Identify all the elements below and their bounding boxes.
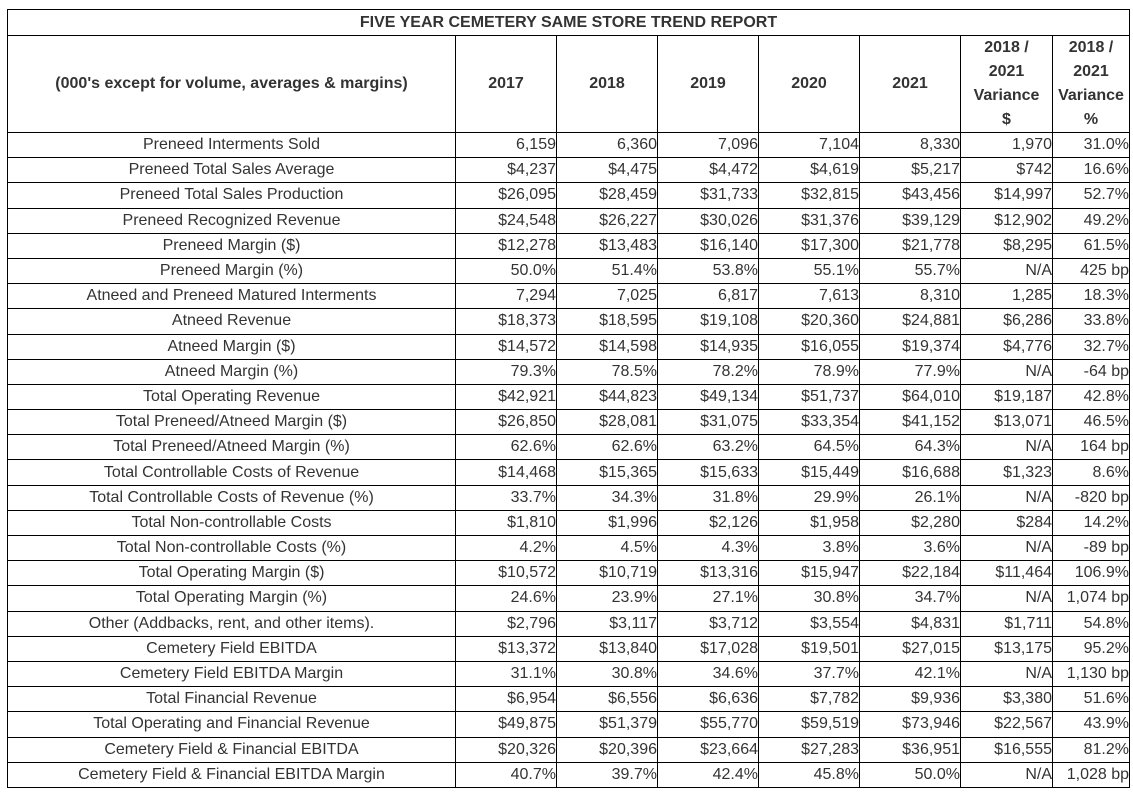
value-2021-cell: 50.0% [860, 762, 961, 787]
value-2020-cell: 30.8% [759, 586, 860, 611]
value-2019-cell: $4,472 [658, 158, 759, 183]
variance-pct-cell: 16.6% [1053, 158, 1130, 183]
value-2020-cell: $33,354 [759, 410, 860, 435]
table-row [8, 435, 1130, 460]
row-label: Other (Addbacks, rent, and other items). [8, 611, 456, 636]
variance-dollar-cell: $12,902 [961, 208, 1053, 233]
value-2017-cell: 40.7% [456, 762, 557, 787]
value-2017-cell: $26,095 [456, 183, 557, 208]
value-2020-cell: $31,376 [759, 208, 860, 233]
table-row [8, 183, 1130, 208]
variance-dollar-cell: N/A [961, 485, 1053, 510]
variance-pct-cell: 46.5% [1053, 410, 1130, 435]
table-row [8, 284, 1130, 309]
value-2020-cell: 45.8% [759, 762, 860, 787]
value-2021-cell: $2,280 [860, 510, 961, 535]
value-2017-cell: 33.7% [456, 485, 557, 510]
value-2018-cell: $51,379 [557, 712, 658, 737]
row-label: Preneed Recognized Revenue [8, 208, 456, 233]
year-header-2018: 2018 [557, 36, 658, 133]
variance-pct-cell: 51.6% [1053, 687, 1130, 712]
variance-dollar-cell: $13,071 [961, 410, 1053, 435]
row-label: Total Preneed/Atneed Margin (%) [8, 435, 456, 460]
table-row [8, 661, 1130, 686]
value-2021-cell: $22,184 [860, 561, 961, 586]
variance-pct-line-2: 2021 [1073, 63, 1109, 80]
variance-pct-cell: 8.6% [1053, 460, 1130, 485]
value-2019-cell: $19,108 [658, 309, 759, 334]
variance-pct-cell: 106.9% [1053, 561, 1130, 586]
variance-dollar-cell: $742 [961, 158, 1053, 183]
value-2019-cell: $2,126 [658, 510, 759, 535]
variance-dollar-cell: $11,464 [961, 561, 1053, 586]
variance-dollar-cell: N/A [961, 359, 1053, 384]
variance-pct-cell: 49.2% [1053, 208, 1130, 233]
report-title: FIVE YEAR CEMETERY SAME STORE TREND REPORT [8, 10, 1130, 36]
value-2018-cell: 6,360 [557, 133, 658, 158]
value-2017-cell: 50.0% [456, 258, 557, 283]
value-2019-cell: $16,140 [658, 233, 759, 258]
value-2018-cell: $13,840 [557, 636, 658, 661]
value-2018-cell: $26,227 [557, 208, 658, 233]
value-2020-cell: $3,554 [759, 611, 860, 636]
row-label: Atneed Margin ($) [8, 334, 456, 359]
variance-pct-cell: 14.2% [1053, 510, 1130, 535]
value-2020-cell: $51,737 [759, 384, 860, 409]
variance-pct-cell: 1,028 bp [1053, 762, 1130, 787]
variance-dollar-cell: $1,711 [961, 611, 1053, 636]
value-2018-cell: $14,598 [557, 334, 658, 359]
value-2018-cell: $4,475 [557, 158, 658, 183]
variance-pct-cell: 164 bp [1053, 435, 1130, 460]
value-2021-cell: $9,936 [860, 687, 961, 712]
row-label: Preneed Margin (%) [8, 258, 456, 283]
value-2018-cell: 4.5% [557, 536, 658, 561]
value-2021-cell: 34.7% [860, 586, 961, 611]
table-row [8, 762, 1130, 787]
value-2018-cell: 78.5% [557, 359, 658, 384]
value-2018-cell: $18,595 [557, 309, 658, 334]
variance-dollar-cell: $22,567 [961, 712, 1053, 737]
value-2019-cell: 63.2% [658, 435, 759, 460]
value-2017-cell: $24,548 [456, 208, 557, 233]
table-row [8, 334, 1130, 359]
value-2019-cell: 78.2% [658, 359, 759, 384]
trend-report-table [7, 9, 1130, 788]
value-2017-cell: $20,326 [456, 737, 557, 762]
variance-pct-cell: 1,130 bp [1053, 661, 1130, 686]
value-2018-cell: $44,823 [557, 384, 658, 409]
value-2019-cell: 7,096 [658, 133, 759, 158]
table-row [8, 687, 1130, 712]
value-2021-cell: 77.9% [860, 359, 961, 384]
value-2017-cell: $1,810 [456, 510, 557, 535]
variance-pct-cell: 52.7% [1053, 183, 1130, 208]
value-2017-cell: 24.6% [456, 586, 557, 611]
value-2020-cell: $4,619 [759, 158, 860, 183]
variance-dollar-cell: $4,776 [961, 334, 1053, 359]
value-2017-cell: 62.6% [456, 435, 557, 460]
table-row [8, 309, 1130, 334]
table-row [8, 133, 1130, 158]
row-label: Total Operating Margin ($) [8, 561, 456, 586]
value-2020-cell: 7,613 [759, 284, 860, 309]
value-2021-cell: 3.6% [860, 536, 961, 561]
value-2018-cell: 62.6% [557, 435, 658, 460]
variance-pct-line-3: Variance [1058, 87, 1124, 104]
value-2020-cell: $32,815 [759, 183, 860, 208]
value-2018-cell: 51.4% [557, 258, 658, 283]
value-2019-cell: 53.8% [658, 258, 759, 283]
value-2017-cell: $18,373 [456, 309, 557, 334]
table-row [8, 485, 1130, 510]
value-2021-cell: $73,946 [860, 712, 961, 737]
variance-pct-cell: 18.3% [1053, 284, 1130, 309]
row-label: Total Preneed/Atneed Margin ($) [8, 410, 456, 435]
variance-pct-cell: 54.8% [1053, 611, 1130, 636]
value-2020-cell: $20,360 [759, 309, 860, 334]
year-header-2019: 2019 [658, 36, 759, 133]
value-2021-cell: $64,010 [860, 384, 961, 409]
row-label: Atneed and Preneed Matured Interments [8, 284, 456, 309]
row-label: Cemetery Field & Financial EBITDA Margin [8, 762, 456, 787]
variance-pct-cell: 33.8% [1053, 309, 1130, 334]
row-label: Atneed Revenue [8, 309, 456, 334]
row-label: Total Operating Revenue [8, 384, 456, 409]
value-2018-cell: $1,996 [557, 510, 658, 535]
row-label: Total Financial Revenue [8, 687, 456, 712]
value-2019-cell: $6,636 [658, 687, 759, 712]
value-2018-cell: 39.7% [557, 762, 658, 787]
value-2017-cell: $2,796 [456, 611, 557, 636]
value-2019-cell: $30,026 [658, 208, 759, 233]
value-2017-cell: 6,159 [456, 133, 557, 158]
value-2020-cell: 78.9% [759, 359, 860, 384]
table-row [8, 258, 1130, 283]
value-2020-cell: $1,958 [759, 510, 860, 535]
table-row [8, 410, 1130, 435]
table-row [8, 561, 1130, 586]
row-label: Cemetery Field & Financial EBITDA [8, 737, 456, 762]
variance-pct-cell: 1,074 bp [1053, 586, 1130, 611]
value-2021-cell: 55.7% [860, 258, 961, 283]
value-2018-cell: $20,396 [557, 737, 658, 762]
variance-dollar-cell: $13,175 [961, 636, 1053, 661]
table-row [8, 384, 1130, 409]
value-2021-cell: $21,778 [860, 233, 961, 258]
year-header-2021: 2021 [860, 36, 961, 133]
value-2021-cell: 42.1% [860, 661, 961, 686]
variance-pct-cell: 95.2% [1053, 636, 1130, 661]
value-2020-cell: 29.9% [759, 485, 860, 510]
variance-pct-cell: 425 bp [1053, 258, 1130, 283]
value-2019-cell: $17,028 [658, 636, 759, 661]
variance-pct-cell: 32.7% [1053, 334, 1130, 359]
variance-dollar-header [961, 36, 1053, 133]
variance-dollar-cell: $8,295 [961, 233, 1053, 258]
value-2020-cell: 7,104 [759, 133, 860, 158]
table-row [8, 586, 1130, 611]
table-row [8, 611, 1130, 636]
variance-pct-cell: 43.9% [1053, 712, 1130, 737]
value-2021-cell: $4,831 [860, 611, 961, 636]
value-2019-cell: $49,134 [658, 384, 759, 409]
value-2017-cell: $42,921 [456, 384, 557, 409]
variance-dollar-cell: $14,997 [961, 183, 1053, 208]
value-2020-cell: 37.7% [759, 661, 860, 686]
value-2020-cell: 3.8% [759, 536, 860, 561]
value-2017-cell: $14,468 [456, 460, 557, 485]
variance-dollar-line-2: 2021 [988, 63, 1025, 80]
value-2018-cell: $28,459 [557, 183, 658, 208]
value-2020-cell: $7,782 [759, 687, 860, 712]
value-2021-cell: $27,015 [860, 636, 961, 661]
table-row [8, 712, 1130, 737]
value-2019-cell: $14,935 [658, 334, 759, 359]
value-2019-cell: $3,712 [658, 611, 759, 636]
value-2018-cell: $15,365 [557, 460, 658, 485]
value-2020-cell: $15,947 [759, 561, 860, 586]
value-2019-cell: $31,733 [658, 183, 759, 208]
variance-dollar-cell: N/A [961, 661, 1053, 686]
variance-pct-line-4: % [1083, 111, 1099, 128]
variance-pct-line-1: 2018 / [1068, 39, 1114, 56]
table-row [8, 536, 1130, 561]
variance-dollar-line-3: Variance [973, 87, 1040, 104]
value-2021-cell: 8,330 [860, 133, 961, 158]
table-row [8, 510, 1130, 535]
value-2021-cell: $36,951 [860, 737, 961, 762]
value-2018-cell: $13,483 [557, 233, 658, 258]
variance-dollar-cell: N/A [961, 762, 1053, 787]
table-row [8, 158, 1130, 183]
value-2017-cell: 31.1% [456, 661, 557, 686]
value-2019-cell: 31.8% [658, 485, 759, 510]
variance-dollar-cell: N/A [961, 586, 1053, 611]
value-2018-cell: $10,719 [557, 561, 658, 586]
row-label: Cemetery Field EBITDA [8, 636, 456, 661]
header-row [8, 36, 1130, 133]
variance-dollar-cell: $284 [961, 510, 1053, 535]
variance-pct-cell: -89 bp [1053, 536, 1130, 561]
value-2017-cell: $13,372 [456, 636, 557, 661]
value-2017-cell: $49,875 [456, 712, 557, 737]
value-2017-cell: $12,278 [456, 233, 557, 258]
variance-dollar-cell: N/A [961, 435, 1053, 460]
row-label: Cemetery Field EBITDA Margin [8, 661, 456, 686]
value-2017-cell: 79.3% [456, 359, 557, 384]
value-2018-cell: 34.3% [557, 485, 658, 510]
variance-dollar-cell: 1,285 [961, 284, 1053, 309]
row-label: Atneed Margin (%) [8, 359, 456, 384]
variance-dollar-cell: $3,380 [961, 687, 1053, 712]
value-2017-cell: 4.2% [456, 536, 557, 561]
row-label: Total Operating and Financial Revenue [8, 712, 456, 737]
table-row [8, 208, 1130, 233]
value-2017-cell: $4,237 [456, 158, 557, 183]
value-2020-cell: 55.1% [759, 258, 860, 283]
value-2021-cell: $19,374 [860, 334, 961, 359]
value-2020-cell: $59,519 [759, 712, 860, 737]
row-label: Total Operating Margin (%) [8, 586, 456, 611]
value-2021-cell: $5,217 [860, 158, 961, 183]
table-row [8, 460, 1130, 485]
value-2021-cell: 64.3% [860, 435, 961, 460]
variance-pct-cell: 61.5% [1053, 233, 1130, 258]
row-label: Preneed Total Sales Production [8, 183, 456, 208]
value-2021-cell: $16,688 [860, 460, 961, 485]
value-2018-cell: 30.8% [557, 661, 658, 686]
value-2017-cell: $14,572 [456, 334, 557, 359]
value-2020-cell: $19,501 [759, 636, 860, 661]
variance-pct-cell: -820 bp [1053, 485, 1130, 510]
value-2019-cell: 42.4% [658, 762, 759, 787]
value-2021-cell: $41,152 [860, 410, 961, 435]
description-header: (000's except for volume, averages & margins) [8, 36, 456, 133]
row-label: Preneed Total Sales Average [8, 158, 456, 183]
value-2019-cell: $55,770 [658, 712, 759, 737]
value-2019-cell: 4.3% [658, 536, 759, 561]
value-2021-cell: $39,129 [860, 208, 961, 233]
value-2021-cell: 26.1% [860, 485, 961, 510]
value-2021-cell: 8,310 [860, 284, 961, 309]
value-2018-cell: 7,025 [557, 284, 658, 309]
row-label: Preneed Interments Sold [8, 133, 456, 158]
value-2020-cell: $15,449 [759, 460, 860, 485]
year-header-2017: 2017 [456, 36, 557, 133]
variance-dollar-cell: $1,323 [961, 460, 1053, 485]
value-2018-cell: 23.9% [557, 586, 658, 611]
table-row [8, 737, 1130, 762]
row-label: Total Controllable Costs of Revenue (%) [8, 485, 456, 510]
value-2021-cell: $24,881 [860, 309, 961, 334]
variance-pct-cell: 81.2% [1053, 737, 1130, 762]
value-2018-cell: $6,556 [557, 687, 658, 712]
variance-dollar-line-4: $ [1002, 111, 1011, 128]
variance-dollar-cell: N/A [961, 536, 1053, 561]
variance-pct-header [1053, 36, 1130, 133]
value-2019-cell: 34.6% [658, 661, 759, 686]
value-2017-cell: $10,572 [456, 561, 557, 586]
row-label: Preneed Margin ($) [8, 233, 456, 258]
value-2020-cell: $27,283 [759, 737, 860, 762]
row-label: Total Non-controllable Costs [8, 510, 456, 535]
variance-dollar-cell: N/A [961, 258, 1053, 283]
variance-dollar-cell: 1,970 [961, 133, 1053, 158]
row-label: Total Non-controllable Costs (%) [8, 536, 456, 561]
value-2017-cell: $26,850 [456, 410, 557, 435]
value-2020-cell: $16,055 [759, 334, 860, 359]
value-2019-cell: 6,817 [658, 284, 759, 309]
report-body [8, 133, 1130, 788]
variance-dollar-cell: $16,555 [961, 737, 1053, 762]
variance-dollar-line-1: 2018 / [984, 39, 1029, 56]
variance-pct-cell: 42.8% [1053, 384, 1130, 409]
variance-pct-cell: 31.0% [1053, 133, 1130, 158]
value-2018-cell: $3,117 [557, 611, 658, 636]
table-row [8, 233, 1130, 258]
variance-pct-cell: -64 bp [1053, 359, 1130, 384]
value-2019-cell: $13,316 [658, 561, 759, 586]
value-2019-cell: $23,664 [658, 737, 759, 762]
value-2020-cell: 64.5% [759, 435, 860, 460]
value-2017-cell: 7,294 [456, 284, 557, 309]
value-2019-cell: $31,075 [658, 410, 759, 435]
value-2018-cell: $28,081 [557, 410, 658, 435]
variance-dollar-cell: $6,286 [961, 309, 1053, 334]
value-2019-cell: $15,633 [658, 460, 759, 485]
value-2021-cell: $43,456 [860, 183, 961, 208]
variance-dollar-cell: $19,187 [961, 384, 1053, 409]
value-2020-cell: $17,300 [759, 233, 860, 258]
table-row [8, 359, 1130, 384]
year-header-2020: 2020 [759, 36, 860, 133]
value-2019-cell: 27.1% [658, 586, 759, 611]
value-2017-cell: $6,954 [456, 687, 557, 712]
table-row [8, 636, 1130, 661]
row-label: Total Controllable Costs of Revenue [8, 460, 456, 485]
